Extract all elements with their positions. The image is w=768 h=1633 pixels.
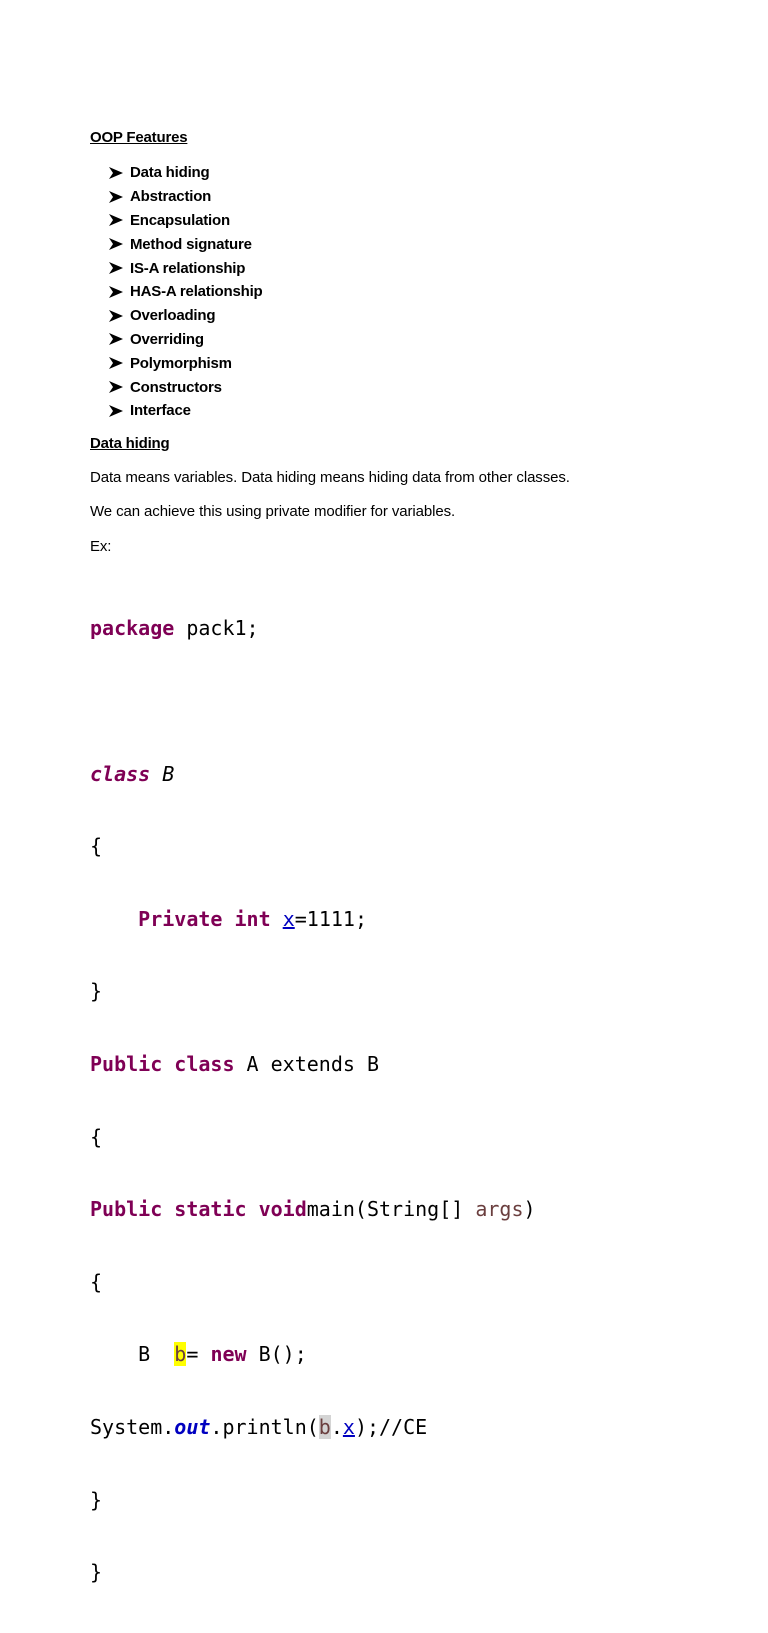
feature-list-item bbox=[108, 256, 263, 280]
code-line bbox=[90, 1197, 536, 1221]
code-variable-highlight: b bbox=[174, 1342, 187, 1367]
arrowhead-bullet-icon bbox=[108, 404, 130, 418]
code-line bbox=[90, 1415, 536, 1439]
code-brace: { bbox=[90, 834, 103, 859]
feature-label: Interface bbox=[130, 402, 191, 420]
arrowhead-bullet-icon bbox=[108, 309, 130, 323]
code-text: =1111; bbox=[294, 906, 367, 931]
arrowhead-bullet-icon bbox=[108, 332, 130, 346]
code-line bbox=[90, 1052, 536, 1076]
feature-list-item bbox=[108, 375, 263, 399]
code-field: x bbox=[342, 1414, 355, 1439]
code-keyword: Public bbox=[90, 1051, 163, 1076]
code-text: B(); bbox=[246, 1342, 307, 1367]
code-line bbox=[90, 979, 536, 1003]
feature-label: Overriding bbox=[130, 330, 204, 348]
code-keyword: Private bbox=[138, 906, 223, 931]
feature-list-item bbox=[108, 399, 263, 423]
feature-label: HAS-A relationship bbox=[130, 283, 263, 301]
arrowhead-bullet-icon bbox=[108, 166, 130, 180]
feature-label: Polymorphism bbox=[130, 354, 232, 372]
paragraph-data-hiding-definition: Data means variables. Data hiding means hiding data from other classes. bbox=[90, 469, 570, 486]
code-text: A extends B bbox=[234, 1051, 380, 1076]
arrowhead-bullet-icon bbox=[108, 261, 130, 275]
code-blank-line bbox=[90, 689, 536, 713]
code-class-name: B bbox=[150, 761, 175, 786]
feature-label: Overloading bbox=[130, 307, 216, 325]
feature-label: Encapsulation bbox=[130, 211, 230, 229]
code-line bbox=[90, 1488, 536, 1512]
code-keyword: class bbox=[174, 1051, 235, 1076]
code-line bbox=[90, 616, 536, 640]
code-example bbox=[90, 568, 536, 1633]
code-text: );//CE bbox=[354, 1414, 428, 1439]
code-keyword: new bbox=[210, 1342, 247, 1367]
arrowhead-bullet-icon bbox=[108, 285, 130, 299]
feature-list-item bbox=[108, 280, 263, 304]
code-variable-selection: b bbox=[318, 1414, 331, 1439]
code-line bbox=[90, 834, 536, 858]
code-line bbox=[90, 1560, 536, 1584]
feature-label: Constructors bbox=[130, 378, 222, 396]
code-text: System. bbox=[90, 1414, 175, 1439]
feature-list-item bbox=[108, 185, 263, 209]
heading-oop-features: OOP Features bbox=[90, 129, 188, 146]
code-keyword: package bbox=[90, 616, 175, 641]
code-brace: } bbox=[90, 979, 103, 1004]
code-text: .println( bbox=[210, 1414, 319, 1439]
code-text: pack1; bbox=[174, 616, 259, 641]
code-brace: { bbox=[90, 1124, 103, 1149]
feature-list-item bbox=[108, 351, 263, 375]
arrowhead-bullet-icon bbox=[108, 237, 130, 251]
code-keyword: static bbox=[174, 1197, 247, 1222]
feature-list-item bbox=[108, 232, 263, 256]
code-line bbox=[90, 1270, 536, 1294]
code-line bbox=[90, 907, 536, 931]
code-brace: } bbox=[90, 1560, 103, 1585]
feature-list-item bbox=[108, 161, 263, 185]
code-brace: { bbox=[90, 1269, 103, 1294]
feature-label: Abstraction bbox=[130, 188, 212, 206]
paragraph-private-modifier: We can achieve this using private modifier for variables. bbox=[90, 503, 456, 520]
code-text: = bbox=[186, 1342, 211, 1367]
code-text: ) bbox=[523, 1197, 536, 1222]
example-label: Ex: bbox=[90, 538, 112, 555]
code-keyword: void bbox=[258, 1197, 307, 1222]
code-text: . bbox=[330, 1414, 343, 1439]
code-keyword: int bbox=[234, 906, 271, 931]
code-line bbox=[90, 1342, 536, 1366]
arrowhead-bullet-icon bbox=[108, 356, 130, 370]
feature-label: Method signature bbox=[130, 235, 252, 253]
arrowhead-bullet-icon bbox=[108, 213, 130, 227]
feature-list bbox=[108, 161, 263, 423]
code-indent bbox=[90, 907, 138, 931]
arrowhead-bullet-icon bbox=[108, 190, 130, 204]
feature-list-item bbox=[108, 304, 263, 328]
feature-label: Data hiding bbox=[130, 164, 210, 182]
code-line bbox=[90, 1125, 536, 1149]
code-parameter: args bbox=[475, 1197, 524, 1222]
feature-label: IS-A relationship bbox=[130, 259, 246, 277]
code-line bbox=[90, 762, 536, 786]
arrowhead-bullet-icon bbox=[108, 380, 130, 394]
code-keyword: Public bbox=[90, 1197, 163, 1222]
code-keyword: class bbox=[90, 761, 151, 786]
code-text: main(String[] bbox=[306, 1197, 476, 1222]
code-field: x bbox=[282, 906, 295, 931]
heading-data-hiding: Data hiding bbox=[90, 435, 170, 452]
code-brace: } bbox=[90, 1487, 103, 1512]
code-static-field: out bbox=[174, 1414, 211, 1439]
code-text: B bbox=[90, 1342, 175, 1367]
feature-list-item bbox=[108, 209, 263, 233]
feature-list-item bbox=[108, 328, 263, 352]
